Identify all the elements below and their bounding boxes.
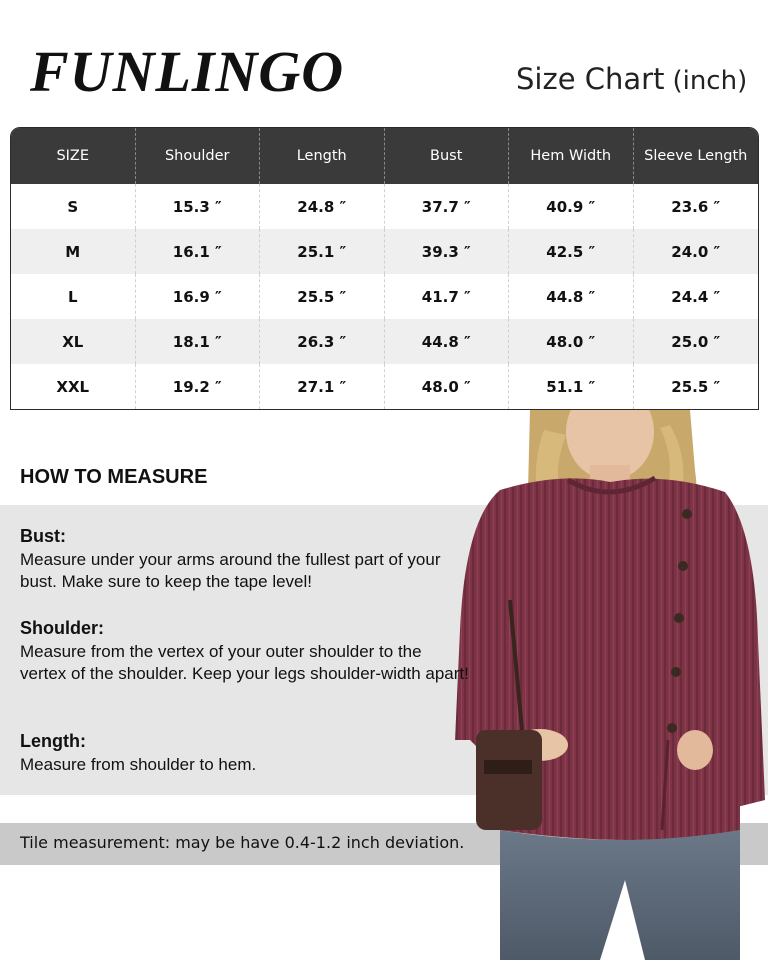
cell-size: L	[11, 274, 136, 319]
cell-sleeve-length: 24.0 ″	[634, 229, 759, 274]
chart-unit: (inch)	[672, 66, 748, 96]
header-bust: Bust	[385, 128, 510, 184]
model-wearing-ribbed-sweater-image	[440, 410, 768, 960]
measure-length-heading: Length:	[20, 731, 86, 751]
cell-hem-width: 40.9 ″	[509, 184, 634, 229]
cell-length: 27.1 ″	[260, 364, 385, 409]
cell-sleeve-length: 24.4 ″	[671, 287, 721, 306]
table-row	[11, 184, 758, 229]
cell-shoulder: 16.1 ″	[136, 229, 261, 274]
header-length: Length	[260, 128, 385, 184]
header-size: SIZE	[11, 128, 136, 184]
cell-size: S	[11, 184, 136, 229]
cell-sleeve-length: 23.6 ″	[671, 197, 721, 216]
measure-bust-text: Measure under your arms around the fullest part of your bust. Make sure to keep the tape level!	[20, 550, 441, 591]
table-row	[11, 364, 758, 409]
cell-bust: 44.8 ″	[385, 319, 510, 364]
measure-shoulder	[20, 618, 470, 685]
cell-bust: 37.7 ″	[385, 184, 510, 229]
cell-sleeve-length: 25.0 ″	[634, 319, 759, 364]
size-table	[10, 127, 759, 410]
deviation-note: Tile measurement: may be have 0.4-1.2 inch deviation.	[20, 833, 465, 852]
cell-length: 25.1 ″	[260, 229, 385, 274]
cell-bust: 39.3 ″	[385, 229, 510, 274]
table-header-row	[11, 128, 758, 184]
chart-title	[516, 62, 747, 96]
cell-shoulder: 19.2 ″	[136, 364, 261, 409]
cell-hem-width: 44.8 ″	[509, 274, 634, 319]
cell-bust: 48.0 ″	[385, 364, 510, 409]
header-sleeve-length: Sleeve Length	[634, 128, 759, 184]
measure-shoulder-text: Measure from the vertex of your outer shoulder to the vertex of the shoulder. Keep your legs shoulder-width apart!	[20, 642, 469, 683]
cell-size: XL	[11, 319, 136, 364]
cell-size: XXL	[11, 364, 136, 409]
chart-title-text: Size Chart	[516, 62, 665, 96]
measure-length	[20, 731, 470, 776]
cell-hem-width: 48.0 ″	[509, 319, 634, 364]
table-row	[11, 229, 758, 274]
cell-bust: 41.7 ″	[385, 274, 510, 319]
header-hem-width: Hem Width	[509, 128, 634, 184]
measure-length-text: Measure from shoulder to hem.	[20, 755, 257, 774]
measure-bust-heading: Bust:	[20, 526, 66, 546]
cell-hem-width: 42.5 ″	[509, 229, 634, 274]
brand-logo: FUNLINGO	[30, 39, 345, 104]
measure-shoulder-heading: Shoulder:	[20, 618, 104, 638]
cell-length: 25.5 ″	[260, 274, 385, 319]
cell-shoulder: 18.1 ″	[136, 319, 261, 364]
how-to-measure-title: HOW TO MEASURE	[20, 466, 208, 488]
cell-size: M	[11, 229, 136, 274]
cell-sleeve-length: 25.5 ″	[671, 377, 721, 396]
cell-length: 24.8 ″	[260, 184, 385, 229]
header-shoulder: Shoulder	[136, 128, 261, 184]
cell-shoulder: 15.3 ″	[136, 184, 261, 229]
table-row	[11, 274, 758, 319]
measure-bust	[20, 526, 470, 593]
cell-hem-width: 51.1 ″	[509, 364, 634, 409]
model-photo	[440, 410, 768, 960]
cell-length: 26.3 ″	[260, 319, 385, 364]
cell-shoulder: 16.9 ″	[136, 274, 261, 319]
table-row	[11, 319, 758, 364]
